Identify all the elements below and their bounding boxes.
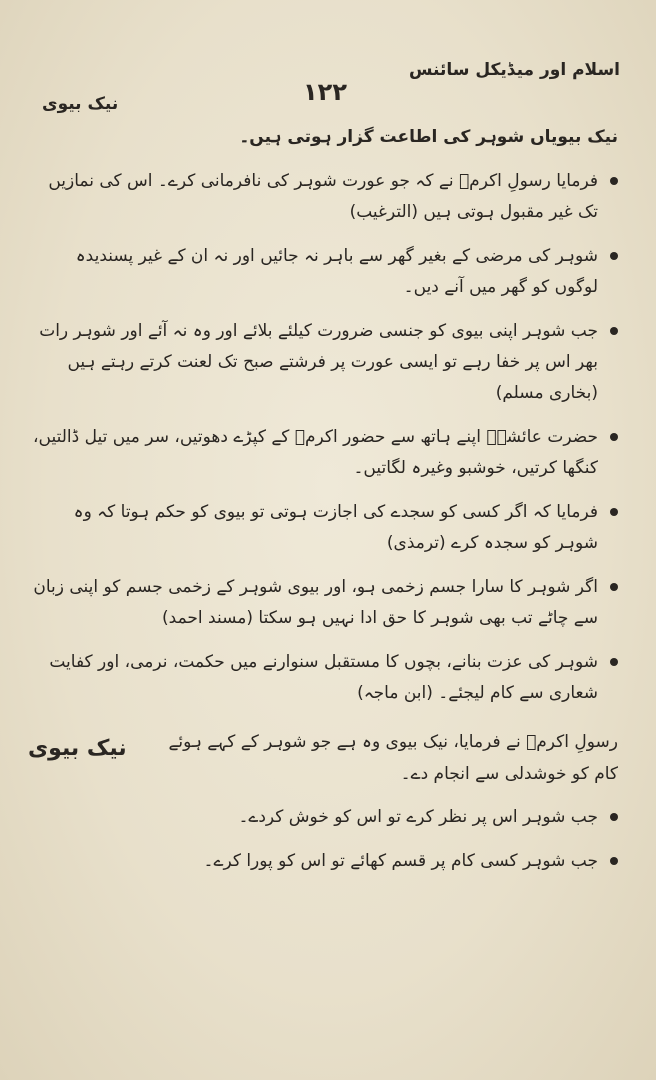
bullet-dot-icon	[610, 813, 618, 821]
list-item-text: فرمایا کہ اگر کسی کو سجدے کی اجازت ہوتی تو بیوی کو حکم ہوتا کہ وہ شوہر کو سجدہ کرے (ترمذی)	[73, 502, 598, 553]
list-item-text: جب شوہر اپنی بیوی کو جنسی ضرورت کیلئے بلائے اور وہ نہ آئے اور شوہر رات بھر اس پر خفا رہے تو ایسی عورت پر فرشتے صبح تک لعنت کرتے رہتے ہیں (بخاری مسلم)	[39, 321, 598, 403]
bullet-dot-icon	[610, 433, 618, 441]
page-body	[28, 122, 618, 890]
section-heading: نیک بیوی	[28, 736, 127, 761]
list-item-text: اگر شوہر کا سارا جسم زخمی ہو، اور بیوی شوہر کے زخمی جسم کو اپنی زبان سے چاٹے تب بھی شوہر کا حق ادا نہیں ہو سکتا (مسند احمد)	[33, 577, 598, 628]
hadith-list	[32, 166, 618, 709]
list-item-text: حضرت عائشہؓ اپنے ہاتھ سے حضور اکرمؐ کے کپڑے دھوتیں، سر میں تیل ڈالتیں، کنگھا کرتیں، خوشبو وغیرہ لگاتیں۔	[33, 427, 598, 478]
list-item	[102, 802, 618, 833]
list-item	[32, 572, 618, 634]
bullet-dot-icon	[610, 857, 618, 865]
list-item	[32, 316, 618, 409]
list-item	[32, 241, 618, 303]
list-item-text: شوہر کی عزت بنانے، بچوں کا مستقبل سنوارنے میں حکمت، نرمی، اور کفایت شعاری سے کام لیجئے۔ (ابن ماجہ)	[49, 652, 598, 703]
page-number: ۱۲۲	[303, 78, 347, 106]
chapter-title: نیک بیوی	[42, 94, 119, 114]
intro-line: نیک بیویاں شوہر کی اطاعت گزار ہوتی ہیں۔	[239, 127, 618, 147]
list-item-text: فرمایا رسولِ اکرمؐ نے کہ جو عورت شوہر کی نافرمانی کرے۔ اس کی نمازیں تک غیر مقبول ہوتی ہیں (الترغیب)	[48, 171, 598, 222]
bullet-dot-icon	[610, 508, 618, 516]
bullet-dot-icon	[610, 583, 618, 591]
bullet-dot-icon	[610, 658, 618, 666]
list-item	[32, 497, 618, 559]
section-paragraph: رسولِ اکرمؐ نے فرمایا، نیک بیوی وہ ہے جو شوہر کے کہے ہوئے کام کو خوشدلی سے انجام دے۔	[168, 732, 618, 784]
bullet-dot-icon	[610, 327, 618, 335]
page-header	[30, 52, 620, 112]
book-title: اسلام اور میڈیکل سائنس	[408, 60, 620, 80]
list-item	[102, 846, 618, 877]
list-item-text: جب شوہر کسی کام پر قسم کھائے تو اس کو پورا کرے۔	[203, 851, 598, 871]
bullet-dot-icon	[610, 252, 618, 260]
list-item	[32, 647, 618, 709]
bullet-dot-icon	[610, 177, 618, 185]
list-item-text: شوہر کی مرضی کے بغیر گھر سے باہر نہ جائیں اور نہ ان کے غیر پسندیدہ لوگوں کو گھر میں آنے دیں۔	[75, 246, 598, 297]
list-item	[32, 422, 618, 484]
good-wife-section	[28, 726, 618, 877]
list-item	[32, 166, 618, 228]
list-item-text: جب شوہر اس پر نظر کرے تو اس کو خوش کردے۔	[238, 807, 598, 827]
section-list	[102, 802, 618, 877]
